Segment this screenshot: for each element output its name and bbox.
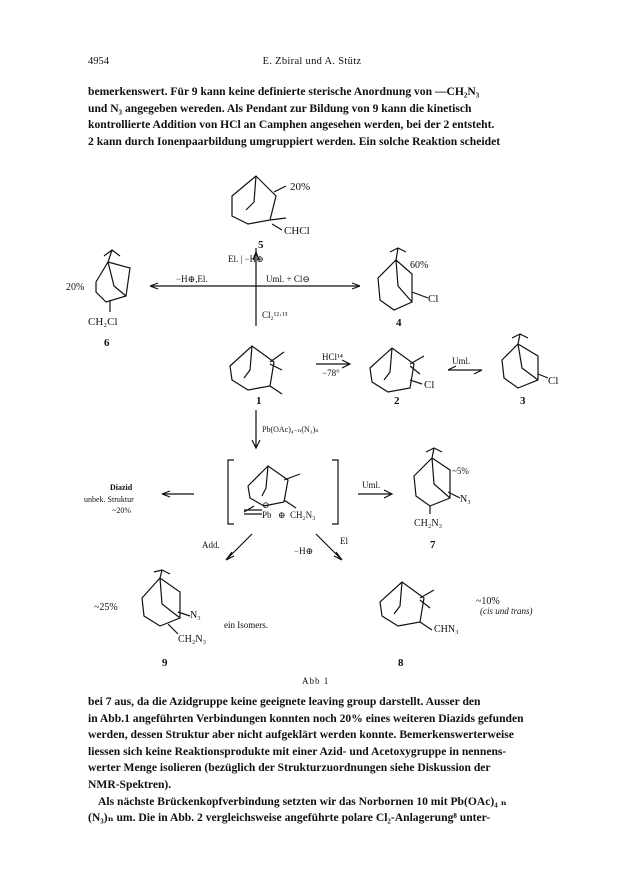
compound-5-structure (232, 176, 286, 230)
arrow-pb (252, 410, 260, 448)
arrow-minus-h-label: −H⊕ (294, 546, 314, 556)
compound-3-substituent: Cl (548, 375, 559, 387)
arrow-left-label: −H⊕,El. (176, 274, 208, 284)
arrow-down-label: Cl₂¹²·¹³ (262, 310, 288, 320)
diazid-percent: ~20% (112, 506, 131, 515)
compound-9-n3: N₃ (190, 610, 201, 621)
text-line: NMR-Spektren). (88, 777, 172, 791)
diazid-structure: unbek. Struktur (84, 495, 134, 504)
compound-2-structure (370, 348, 424, 392)
compound-7-ch2n3: CH₂N₃ (414, 518, 443, 529)
arrow-add-label: Add. (202, 540, 220, 550)
paragraph-bottom (88, 694, 540, 827)
compound-8-structure (380, 582, 434, 630)
arrow-up-label: El. | −H⊕ (228, 254, 264, 264)
intermediate-ch2n3: CH₂N₃ (290, 510, 316, 520)
compound-9-structure (142, 570, 190, 634)
compound-6-substituent: CH₂Cl (88, 316, 118, 328)
arrow-uml-label: Uml. (452, 356, 471, 366)
text-line: bemerkenswert. Für 9 kann keine definierte sterische Anordnung von —CH₂N₃ (88, 85, 480, 98)
arrow-el-label: El (340, 536, 348, 546)
text-line: liessen sich keine Reaktionsprodukte mit einer Azid- und Acetoxygruppe in nennens- (88, 744, 507, 758)
arrow-hcl-top: HCl¹⁴ (322, 352, 343, 362)
compound-4-number: 4 (396, 317, 402, 329)
arrow-uml-7 (358, 490, 392, 498)
compound-9-percent: ~25% (94, 602, 118, 613)
running-head: E. Zbiral und A. Stütz (262, 56, 362, 67)
compound-5-number: 5 (258, 239, 264, 251)
compound-5-substituent: CHCl (284, 225, 310, 237)
text-line: in Abb.1 angeführten Verbindungen konnten noch 20% eines weiteren Diazids gefunden (88, 711, 524, 725)
compound-1-number: 1 (256, 395, 262, 407)
compound-8-percent: ~10% (476, 596, 500, 607)
compound-9-isomers: ein Isomers. (224, 620, 268, 630)
compound-4-substituent: Cl (428, 293, 439, 305)
compound-9-number: 9 (162, 657, 168, 669)
compound-6-number: 6 (104, 337, 110, 349)
page-number: 4954 (88, 56, 109, 67)
arrow-uml (448, 366, 482, 374)
text-line: und N₃ angegeben wereden. Als Pendant zur Bildung von 9 kann die kinetisch (88, 101, 472, 115)
reaction-scheme (0, 150, 624, 690)
compound-7-percent: ~5% (452, 466, 469, 476)
text-line: bei 7 aus, da die Azidgruppe keine geeignete leaving group darstellt. Ausser den (88, 695, 481, 708)
compound-8-cis-trans: (cis und trans) (480, 606, 533, 616)
compound-6-structure (96, 250, 130, 312)
compound-5-percent: 20% (290, 181, 311, 193)
compound-8-number: 8 (398, 657, 404, 669)
compound-3-number: 3 (520, 395, 526, 407)
diazid-label: Diazid (110, 483, 133, 492)
compound-4-percent: 60% (410, 260, 429, 271)
arrow-uml-7-label: Uml. (362, 480, 381, 490)
figure-caption: Abb 1 (302, 676, 330, 686)
compound-7-n3: N₃ (460, 494, 471, 505)
compound-2-number: 2 (394, 395, 400, 407)
compound-9-ch2n3: CH₂N₃ (178, 634, 207, 645)
text-line: werter Menge isolieren (bezüglich der Strukturzuordnungen siehe Diskussion der (88, 761, 491, 775)
compound-2-substituent: Cl (424, 379, 435, 391)
text-line: kontrollierte Addition von HCl an Camphen angesehen werden, bei der 2 entsteht. (88, 118, 495, 132)
arrow-pb-label: Pb(OAc)₄₋ₙ(N₃)ₙ (262, 425, 319, 434)
compound-8-substituent: CHN₃ (434, 624, 459, 635)
text-line: werden, dessen Struktur aber nicht aufgeklärt werden konnte. Bemerkenswerterweise (88, 728, 514, 742)
compound-7-number: 7 (430, 539, 436, 551)
arrow-hcl-bottom: −78° (322, 368, 340, 378)
text-line: (N₃)ₙ um. Die in Abb. 2 vergleichsweise angeführte polare Cl₂-Anlagerung⁸ unter- (88, 811, 491, 825)
compound-6-percent: 20% (66, 282, 85, 293)
text-line: Als nächste Brückenkopfverbindung setzten wir das Norbornen 10 mit Pb(OAc)₄ ₙ (98, 794, 507, 808)
intermediate-positive: ⊕ (278, 510, 286, 520)
paragraph-top (88, 84, 540, 150)
compound-4-structure (378, 248, 428, 310)
compound-7-structure (414, 448, 460, 514)
intermediate-negative: ⊖ (262, 500, 270, 510)
compound-1-structure (230, 346, 284, 394)
arrow-diazid (162, 491, 194, 497)
compound-3-structure (502, 334, 548, 388)
text-line: 2 kann durch Ionenpaarbildung umgruppiert werden. Ein solche Reaktion scheidet (88, 134, 501, 148)
arrows-add-el (226, 534, 342, 560)
arrow-right-label: Uml. + Cl⊖ (266, 274, 310, 284)
intermediate-pb: Pb (262, 510, 272, 520)
